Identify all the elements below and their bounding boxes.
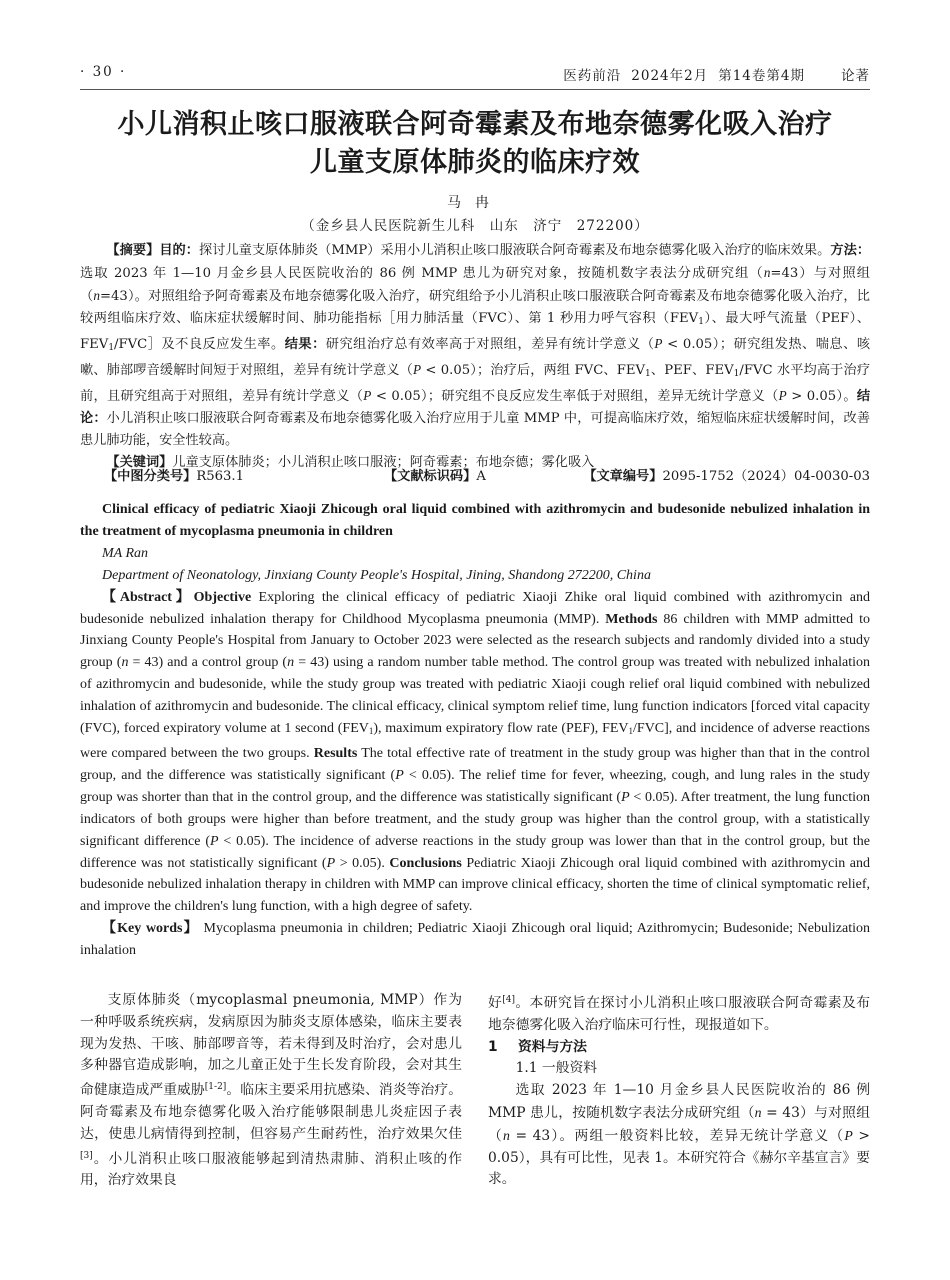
abstract-label: 【Abstract】 <box>102 589 194 605</box>
article-label: 【文章编号】 <box>583 469 663 484</box>
methods-paragraph <box>488 1080 870 1191</box>
english-title: Clinical efficacy of pediatric Xiaoji Zhicough oral liquid combined with azithromycin and budesonide nebulized inhalation in the treatment of mycoplasma pneumonia in children <box>80 502 870 539</box>
keywords-text: Mycoplasma pneumonia in children; Pediatric Xiaoji Zhicough oral liquid; Azithromycin; Budesonide; Nebulization inhalation <box>80 921 870 959</box>
objective-text: Exploring the clinical efficacy of pediatric Xiaoji Zhike oral liquid combined with azithromycin and budesonide nebulized inhalation therapy for Childhood Mycoplasma pneumonia (MMP). <box>80 589 870 627</box>
subscript: 1 <box>645 369 651 379</box>
methods-text: = 43) using a random number table method. The control group was treated with nebulized inhalation of azithromycin and budesonide, while the study group was treated with pediatric Xiaoji cough relief oral liquid combined with nebulized inhalation of azithromycin and budesonide. The clinical efficacy, clinical symptom relief time, lung function indicators [forced vital capacity (FVC), forced expiratory volume at 1 second (FEV <box>80 655 871 737</box>
clc-number <box>104 466 244 488</box>
header-rule <box>80 89 870 90</box>
citation: [4] <box>502 995 515 1005</box>
results-text: < 0.05). The relief time for fever, wheezing, cough, and lung rales in the study group was shorter than that in the control group, and the difference was statistically significant ( <box>80 767 870 805</box>
english-author: MA Ran <box>102 545 149 561</box>
citation: [1-2] <box>204 1082 227 1093</box>
article-category: 论著 <box>841 68 870 84</box>
title-line-1: 小儿消积止咳口服液联合阿奇霉素及布地奈德雾化吸入治疗 <box>117 109 833 140</box>
symbol-n: n <box>754 1104 762 1120</box>
symbol-p: P <box>326 855 336 871</box>
title-line-2: 儿童支原体肺炎的临床疗效 <box>310 147 640 178</box>
methods-text: = 43) and a control group ( <box>128 655 288 671</box>
results-text: < 0.05). The incidence of adverse reactions in the study group was lower than that in the control group, but the difference was not statistically significant ( <box>80 833 870 871</box>
methods-text: /FVC], and incidence of adverse reactions were compared between the two groups. <box>80 721 870 761</box>
body-text: 好 <box>488 995 503 1011</box>
results-text: < 0.05). After treatment, the lung function indicators of both groups were higher than before treatment, and the study group was higher than the control group, with a statistically significant difference ( <box>80 789 870 849</box>
symbol-n: n <box>93 288 100 303</box>
methods-label: Methods <box>605 611 658 627</box>
results-text: < 0.05）；研究组发热、喘息、咳嗽、肺部啰音缓解时间短于对照组，差异有统计学意义（ <box>80 337 871 378</box>
symbol-p: P <box>209 833 219 849</box>
objective-label: 目的： <box>159 243 200 258</box>
methods-text: =43）与对照组（ <box>80 266 870 304</box>
subsection-heading: 1.1 一般资料 <box>515 1060 598 1077</box>
subscript: 1 <box>108 343 115 353</box>
section-title: 资料与方法 <box>518 1038 587 1055</box>
article-number <box>583 466 870 488</box>
body-text: > 0.05），具有可比性，见表 1。本研究符合《赫尔辛基宣言》要求。 <box>488 1127 870 1188</box>
symbol-n: n <box>503 1127 510 1143</box>
subscript: 1 <box>698 317 704 327</box>
intro-paragraph-cont <box>488 990 870 1037</box>
symbol-p: P <box>395 767 404 783</box>
objective-label: Objective <box>193 589 252 605</box>
running-header <box>80 64 870 86</box>
english-abstract-paragraph <box>80 587 870 919</box>
subscript: 1 <box>628 726 634 737</box>
clc-value: R563.1 <box>196 469 244 484</box>
document-code <box>384 466 486 488</box>
clc-label: 【中图分类号】 <box>104 469 197 484</box>
methods-text: /FVC］及不良反应发生率。 <box>114 337 285 352</box>
volume-issue: 第14卷第4期 <box>718 68 805 84</box>
affiliation: （金乡县人民医院新生儿科 山东 济宁 272200） <box>301 218 649 234</box>
methods-label: 方法： <box>830 243 871 258</box>
methods-text: 86 children with MMP admitted to Jinxiang County People's Hospital from January to October 2023 were selected as the research subjects and randomly divided into a study group ( <box>80 611 870 671</box>
english-abstract <box>80 499 870 962</box>
methods-text: ), maximum expiratory flow rate (PEF), FEV <box>373 721 629 737</box>
symbol-p: P <box>412 362 422 377</box>
intro-paragraph <box>80 990 462 1192</box>
body-text: 。小儿消积止咳口服液能够起到清热肃肺、消积止咳的作用，治疗效果良 <box>80 1150 462 1189</box>
subscript: 1 <box>733 369 740 379</box>
conclusion-text: Pediatric Xiaoji Zhicough oral liquid combined with azithromycin and budesonide nebulized inhalation therapy in children with MMP can improve clinical efficacy, shorten the time of clinical symptomatic relief, and improve the children's lung function, with a high degree of safety. <box>80 855 870 915</box>
results-text: /FVC 水平均高于治疗前，且研究组高于对照组，差异有统计学意义（ <box>80 363 871 404</box>
symbol-n: n <box>287 655 295 671</box>
symbol-p: P <box>844 1127 853 1143</box>
keywords-text: 儿童支原体肺炎；小儿消积止咳口服液；阿奇霉素；布地奈德；雾化吸入 <box>172 455 595 470</box>
results-text: The total effective rate of treatment in the study group was higher than that in the control group, and the difference was statistically significant ( <box>80 745 871 783</box>
chinese-abstract <box>80 240 870 474</box>
body-text: 支原体肺炎（mycoplasmal pneumonia, MMP）作为一种呼吸系统疾病，发病原因为肺炎支原体感染，临床主要表现为发热、干咳、肺部啰音等，若未得到及时治疗，会对患儿多种器官造成影响，加之儿童正处于生长发育阶段，会对其生命健康造成严重威胁 <box>80 992 462 1099</box>
keywords-label: 【Key words】 <box>102 921 199 937</box>
body-text: = 43）与对照组（ <box>488 1104 871 1144</box>
conclusion-label: Conclusions <box>389 855 462 871</box>
keywords-label: 【关键词】 <box>106 455 173 470</box>
results-text: < 0.05）；治疗后，两组 FVC、FEV <box>421 363 646 378</box>
results-text: > 0.05）。 <box>786 389 857 404</box>
classification-line <box>80 466 870 488</box>
issue-date: 2024年2月 <box>631 68 709 84</box>
english-keywords <box>80 918 870 962</box>
section-number: 1 <box>488 1038 498 1055</box>
symbol-n: n <box>763 265 771 280</box>
results-text: 研究组治疗总有效率高于对照组，差异有统计学意义（ <box>325 337 655 352</box>
body-text: = 43）。两组一般资料比较，差异无统计学意义（ <box>509 1127 845 1144</box>
body-column-right <box>488 990 870 1191</box>
body-text: 选取 2023 年 1—10 月金乡县人民医院收治的 86 例 MMP 患儿，按随机数字表法分成研究组（ <box>488 1082 870 1121</box>
author: 马冉 <box>447 195 503 211</box>
body-column-left <box>80 990 462 1192</box>
results-label: Results <box>313 745 358 761</box>
english-affiliation: Department of Neonatology, Jinxiang County People's Hospital, Jining, Shandong 272200, China <box>102 567 651 583</box>
abstract-label: 【摘要】 <box>106 243 160 258</box>
doc-label: 【文献标识码】 <box>384 469 477 484</box>
methods-text: 选取 2023 年 1—10 月金乡县人民医院收治的 86 例 MMP 患儿为研究对象，按随机数字表法分成研究组（ <box>80 266 764 281</box>
citation: [3] <box>80 1150 93 1161</box>
results-label: 结果： <box>284 337 326 352</box>
abstract-paragraph <box>80 240 870 452</box>
doc-value: A <box>476 469 486 484</box>
methods-text: =43）。对照组给予阿奇霉素及布地奈德雾化吸入治疗，研究组给予小儿消积止咳口服液联合阿奇霉素及布地奈德雾化吸入治疗，比较两组临床疗效、临床症状缓解时间、肺功能指标［用力肺活量（FVC）、第 1 秒用力呼气容积（FEV <box>80 289 870 326</box>
journal-name: 医药前沿 <box>563 68 622 84</box>
results-text: < 0.05）；研究组不良反应发生率低于对照组，差异无统计学意义（ <box>371 389 779 404</box>
results-text: > 0.05). <box>335 855 390 871</box>
conclusion-text: 小儿消积止咳口服液联合阿奇霉素及布地奈德雾化吸入治疗应用于儿童 MMP 中，可提高临床疗效，缩短临床症状缓解时间，改善患儿肺功能，安全性较高。 <box>80 411 871 448</box>
methods-text: ）、最大呼气流量（PEF）、FEV <box>80 311 870 352</box>
article-title <box>80 106 870 182</box>
article-value: 2095-1752（2024）04-0030-03 <box>662 469 870 484</box>
subscript: 1 <box>368 726 374 737</box>
body-text: 。本研究旨在探讨小儿消积止咳口服液联合阿奇霉素及布地奈德雾化吸入治疗临床可行性，现报道如下。 <box>488 995 870 1033</box>
symbol-p: P <box>621 789 630 805</box>
journal-info <box>553 64 870 84</box>
symbol-p: P <box>363 388 372 403</box>
page-number: · 30 · <box>80 64 127 80</box>
body-text: 。临床主要采用抗感染、消炎等治疗。阿奇霉素及布地奈德雾化吸入治疗能够限制患儿炎症因子表达，使患儿病情得到控制，但容易产生耐药性，治疗效果欠佳 <box>80 1082 463 1142</box>
symbol-p: P <box>654 336 663 351</box>
section-heading <box>488 1037 870 1059</box>
objective-text: 探讨儿童支原体肺炎（MMP）采用小儿消积止咳口服液联合阿奇霉素及布地奈德雾化吸入治疗的临床效果。 <box>199 243 831 258</box>
symbol-p: P <box>778 388 787 403</box>
results-text: 、PEF、FEV <box>650 363 734 378</box>
conclusion-label: 结论： <box>80 389 871 426</box>
symbol-n: n <box>121 655 129 671</box>
